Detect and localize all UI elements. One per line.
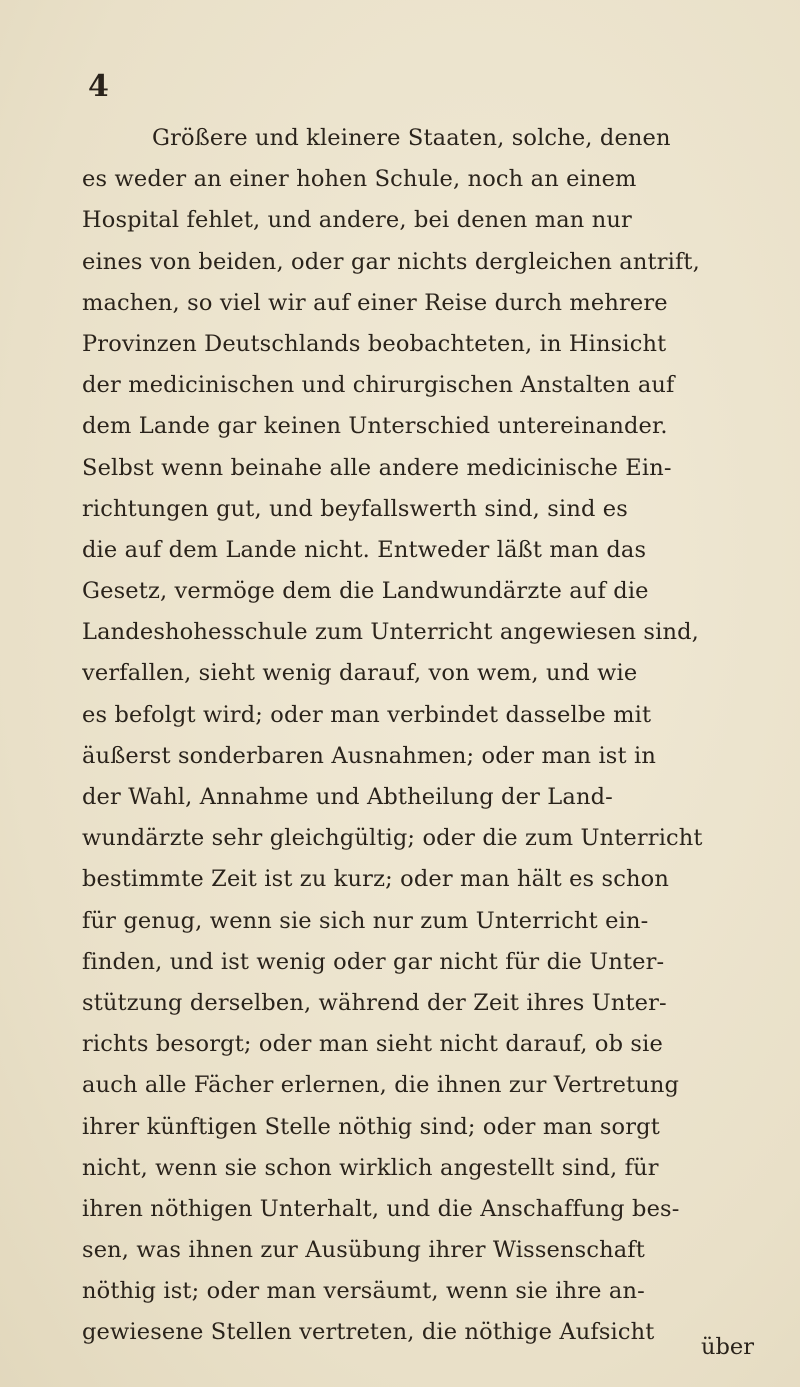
text-line: richtungen gut, und beyfallswerth sind, sind es	[82, 495, 628, 522]
text-line: für genug, wenn sie sich nur zum Unterricht ein-	[82, 907, 649, 934]
text-line: Gesetz, vermöge dem die Landwundärzte auf die	[82, 578, 649, 605]
text-line: machen, so viel wir auf einer Reise durch mehrere	[82, 289, 668, 316]
text-line: richts besorgt; oder man sieht nicht darauf, ob sie	[82, 1031, 663, 1058]
text-line: sen, was ihnen zur Ausübung ihrer Wissenschaft	[82, 1237, 645, 1264]
text-line: die auf dem Lande nicht. Entweder läßt man das	[82, 536, 647, 563]
text-line: nöthig ist; oder man versäumt, wenn sie ihre an-	[82, 1278, 645, 1305]
text-line: wundärzte sehr gleichgültig; oder die zum Unterricht	[82, 825, 703, 852]
text-line: Landeshohesschule zum Unterricht angewiesen sind,	[82, 619, 699, 646]
catchword: über	[701, 1334, 754, 1360]
text-line: ihrer künftigen Stelle nöthig sind; oder man sorgt	[82, 1113, 660, 1140]
text-line: bestimmte Zeit ist zu kurz; oder man hält es schon	[82, 866, 669, 893]
text-line: es weder an einer hohen Schule, noch an einem	[82, 166, 637, 193]
text-line: Hospital fehlet, und andere, bei denen man nur	[82, 207, 632, 234]
page-number: 4	[88, 69, 109, 104]
text-line: auch alle Fächer erlernen, die ihnen zur Vertretung	[82, 1072, 680, 1099]
text-line: Größere und kleinere Staaten, solche, denen	[152, 125, 671, 151]
text-line: verfallen, sieht wenig darauf, von wem, und wie	[82, 660, 638, 687]
text-line: der Wahl, Annahme und Abtheilung der Land-	[82, 784, 613, 810]
text-line: ihren nöthigen Unterhalt, und die Anschaffung bes-	[82, 1195, 680, 1222]
text-line: Selbst wenn beinahe alle andere medicinische Ein-	[82, 454, 672, 481]
text-line: nicht, wenn sie schon wirklich angestellt sind, für	[82, 1154, 659, 1181]
body-text	[82, 118, 772, 1354]
text-line: Provinzen Deutschlands beobachteten, in Hinsicht	[82, 330, 667, 357]
text-line: eines von beiden, oder gar nichts dergleichen antrift,	[82, 248, 700, 275]
text-line: der medicinischen und chirurgischen Anstalten auf	[82, 372, 675, 399]
text-line: äußerst sonderbaren Ausnahmen; oder man ist in	[82, 742, 656, 769]
text-line: es befolgt wird; oder man verbindet dasselbe mit	[82, 701, 652, 728]
text-line: dem Lande gar keinen Unterschied untereinander.	[82, 413, 668, 440]
text-line: gewiesene Stellen vertreten, die nöthige Aufsicht	[82, 1319, 655, 1346]
text-line: finden, und ist wenig oder gar nicht für die Unter-	[82, 948, 665, 975]
text-line: stützung derselben, während der Zeit ihres Unter-	[82, 989, 667, 1016]
